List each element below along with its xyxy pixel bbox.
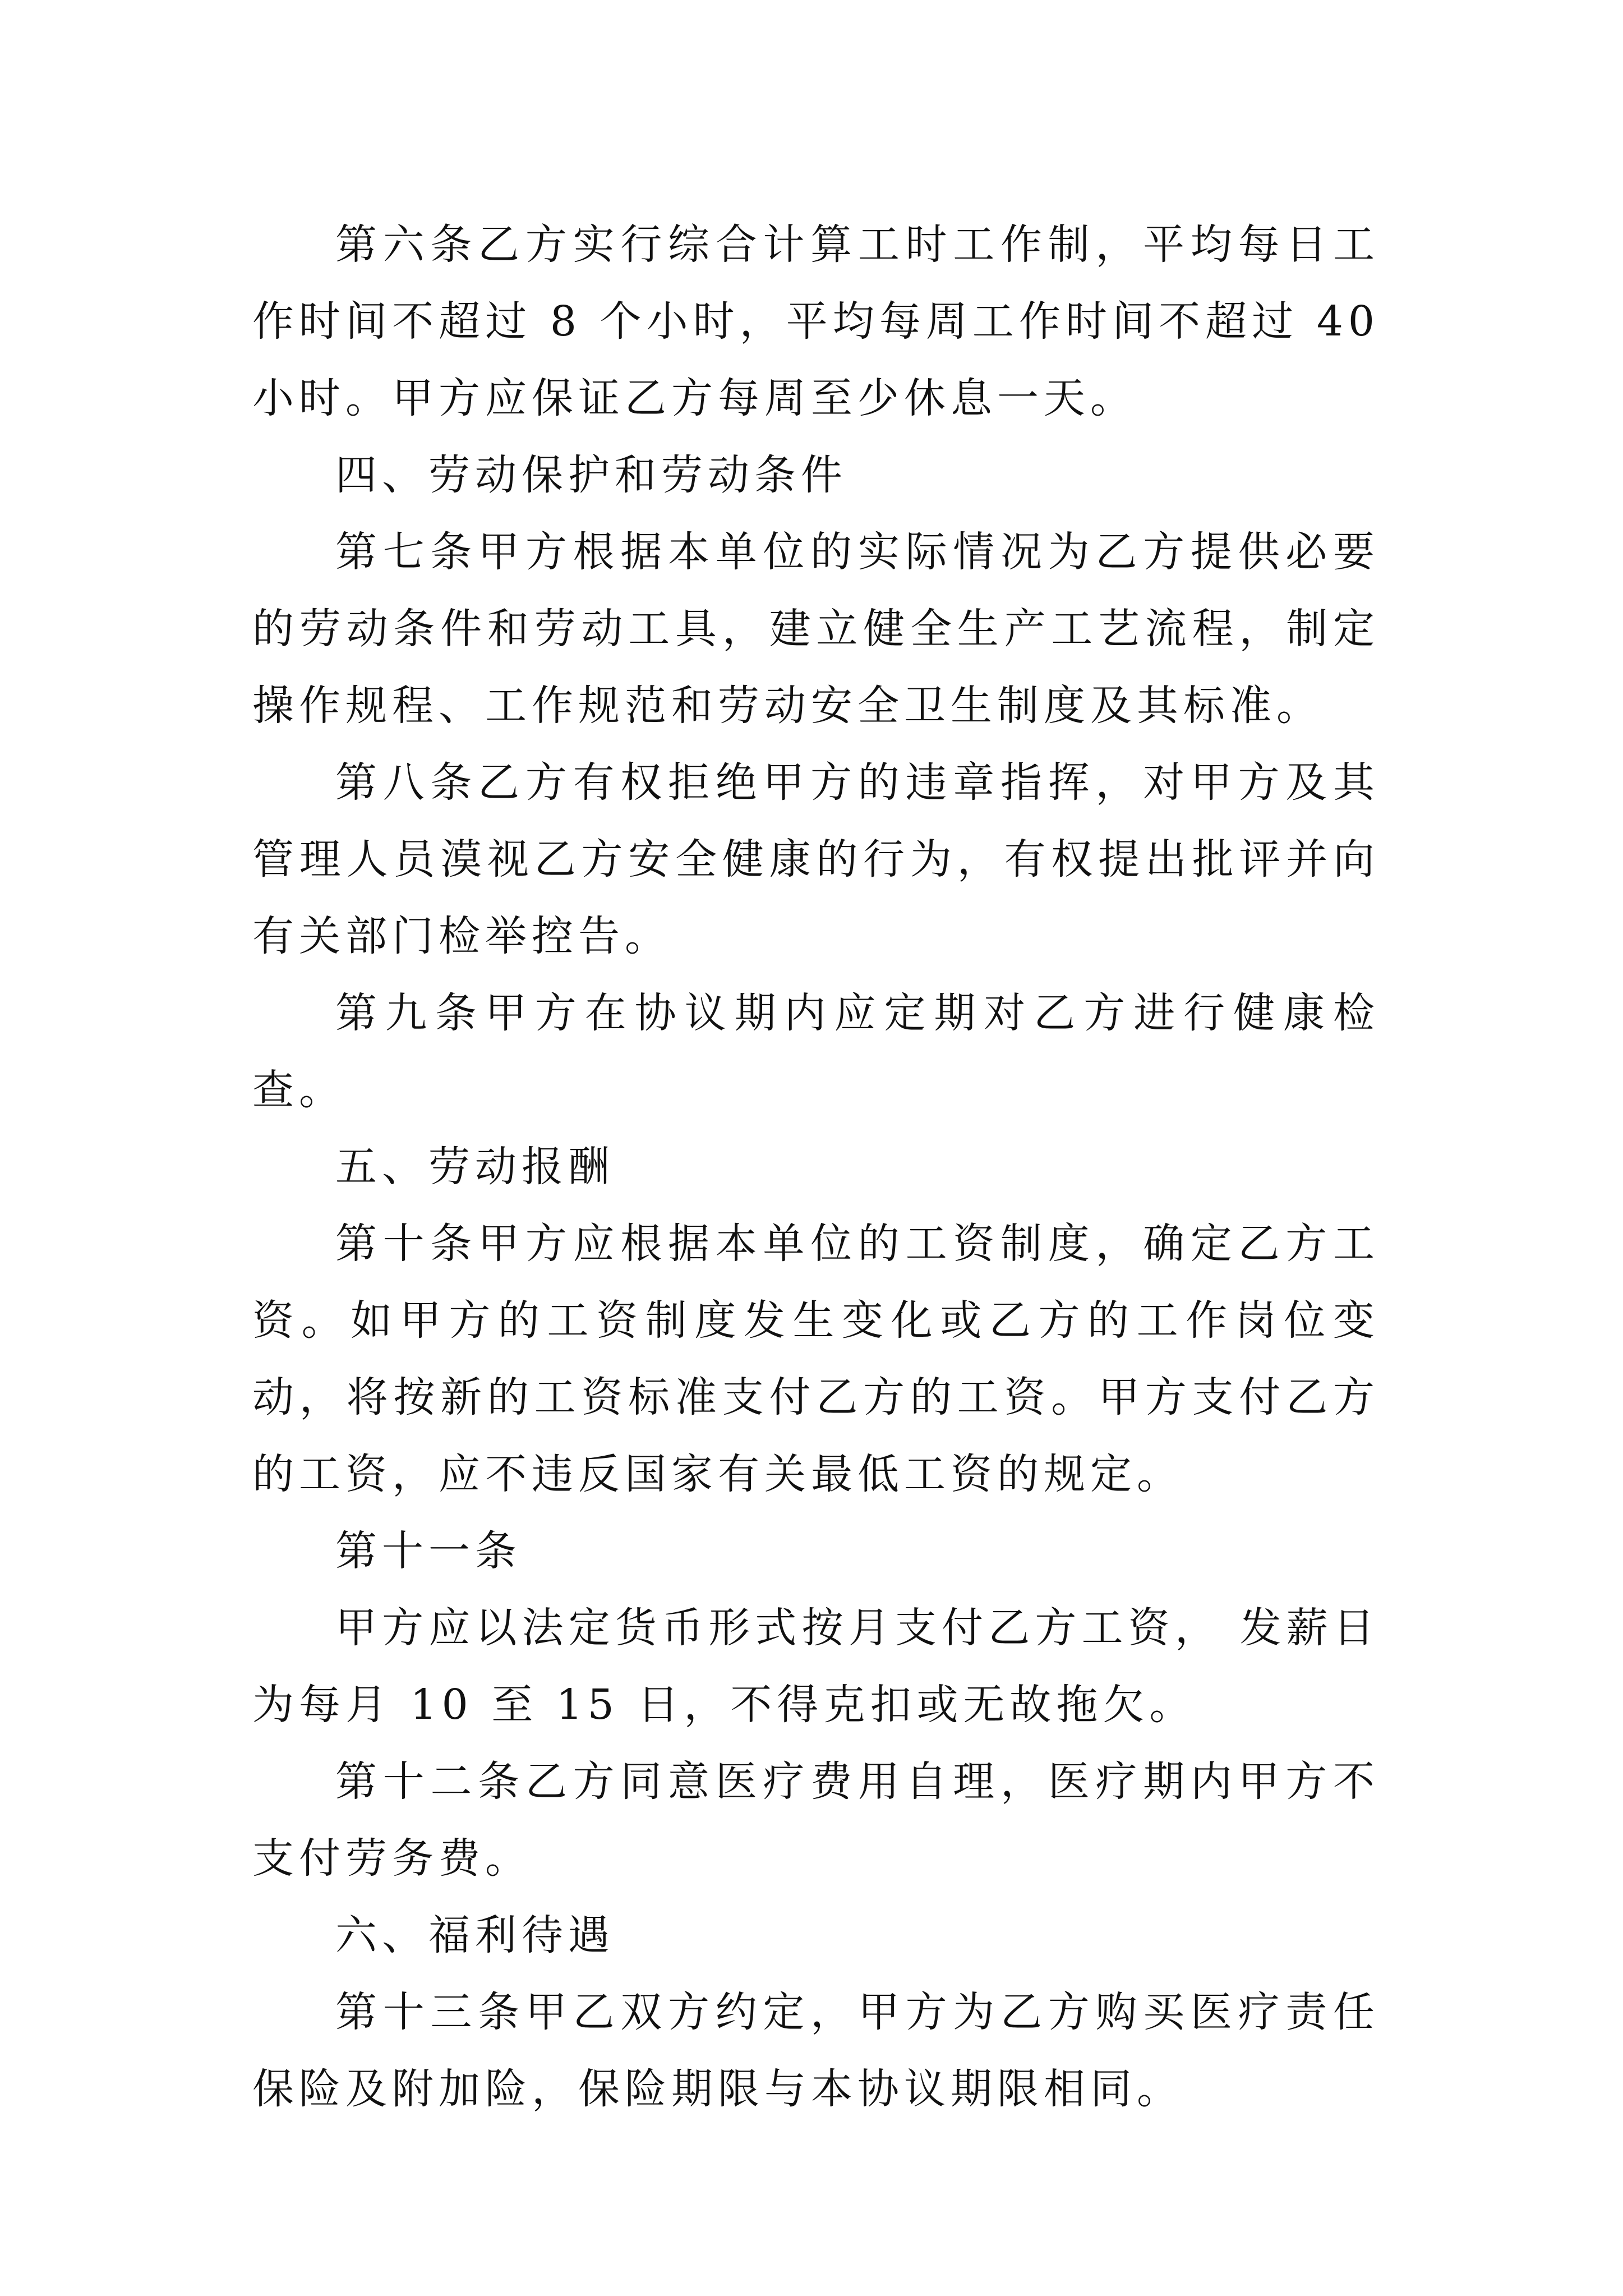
article-9-paragraph: 第九条甲方在协议期内应定期对乙方进行健康检查。 (252, 989, 1380, 1114)
section-6-heading: 六、福利待遇 (335, 1911, 615, 1959)
article-12-paragraph: 第十二条乙方同意医疗费用自理，医疗期内甲方不支付劳务费。 (252, 1757, 1380, 1883)
article-11-paragraph: 甲方应以法定货币形式按月支付乙方工资， 发薪日为每月 10 至 15 日，不得克扣或无故拖欠。 (252, 1604, 1380, 1729)
article-6-paragraph: 第六条乙方实行综合计算工时工作制，平均每日工作时间不超过 8 个小时，平均每周工作时间不超过 40 小时。甲方应保证乙方每周至少休息一天。 (252, 220, 1380, 422)
section-5-heading: 五、劳动报酬 (335, 1143, 615, 1191)
document-body (252, 206, 1380, 2128)
article-11-heading: 第十一条 (335, 1527, 522, 1575)
article-13-paragraph: 第十三条甲乙双方约定，甲方为乙方购买医疗责任保险及附加险，保险期限与本协议期限相同。 (252, 1988, 1380, 2113)
section-4-heading: 四、劳动保护和劳动条件 (335, 451, 847, 499)
article-7-paragraph: 第七条甲方根据本单位的实际情况为乙方提供必要的劳动条件和劳动工具，建立健全生产工艺流程，制定操作规程、工作规范和劳动安全卫生制度及其标准。 (252, 528, 1380, 730)
article-8-paragraph: 第八条乙方有权拒绝甲方的违章指挥，对甲方及其管理人员漠视乙方安全健康的行为，有权提出批评并向有关部门检举控告。 (252, 758, 1380, 960)
article-10-paragraph: 第十条甲方应根据本单位的工资制度，确定乙方工资。如甲方的工资制度发生变化或乙方的工作岗位变动，将按新的工资标准支付乙方的工资。甲方支付乙方的工资，应不违反国家有关最低工资的规定。 (252, 1220, 1380, 1498)
